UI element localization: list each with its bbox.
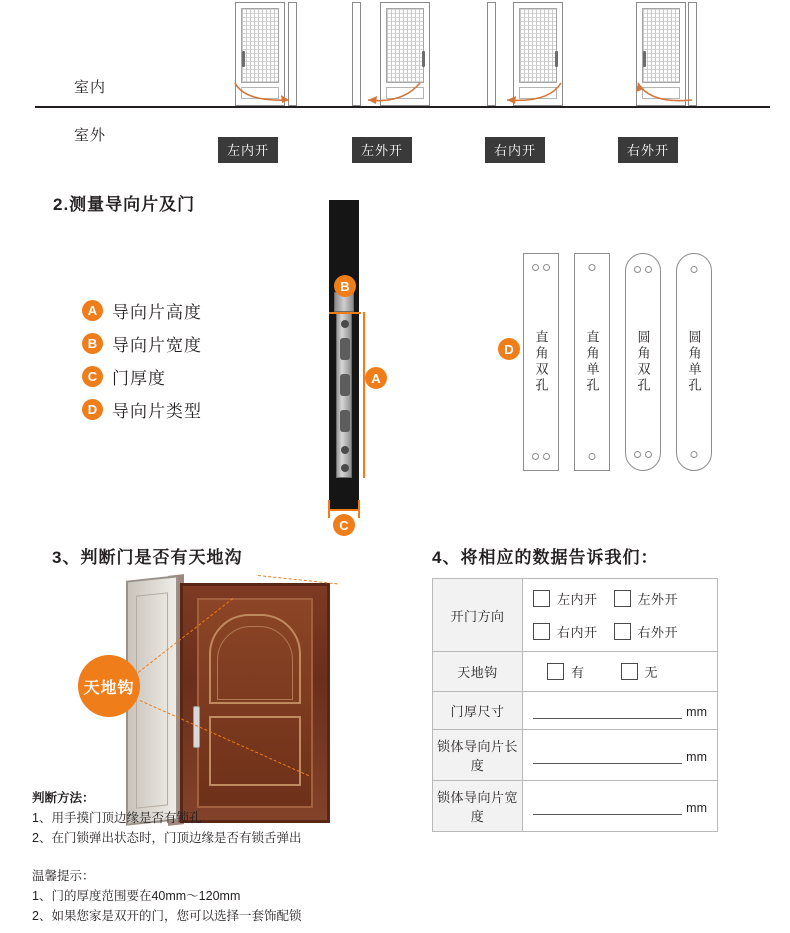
- tip-note-line-2: 2、如果您家是双开的门，您可以选择一套饰配锁: [32, 909, 302, 923]
- row-label-tiandigou: 天地钩: [433, 652, 523, 692]
- section2-title: 2.测量导向片及门: [53, 195, 196, 214]
- row-value-guide-plate-width: [523, 781, 718, 832]
- unit-mm: mm: [686, 705, 707, 719]
- door-badge-4: 右外开: [618, 137, 678, 163]
- tiandigou-bubble: 天地钩: [78, 655, 140, 717]
- plate-hole: [691, 266, 698, 273]
- plate-hole: [532, 264, 539, 271]
- indoor-label: 室内: [74, 79, 107, 96]
- door-handle: [242, 51, 245, 67]
- input-row-guide-plate-width: [533, 798, 707, 815]
- legend-marker-b: B: [82, 333, 103, 354]
- tip-note-title: 温馨提示：: [32, 869, 95, 883]
- legend-label-a: 导向片高度: [112, 303, 202, 322]
- table-row: [433, 692, 718, 730]
- dim-line-b: [329, 312, 361, 314]
- door-handle: [643, 51, 646, 67]
- plate-hole: [645, 451, 652, 458]
- checkbox-left-inward[interactable]: [533, 590, 550, 607]
- door-photo: [180, 583, 330, 823]
- checkbox-group-row-1: [533, 589, 707, 608]
- checkbox-label-has: 有: [571, 665, 585, 680]
- unit-mm: mm: [686, 800, 707, 815]
- door-swing-diagram-section: [0, 0, 790, 168]
- input-row-door-thickness: [533, 702, 707, 719]
- guide-plate-1: [523, 253, 559, 471]
- section3-title: 3、判断门是否有天地沟: [52, 548, 243, 567]
- marker-d: D: [498, 338, 520, 360]
- checkbox-left-outward[interactable]: [614, 590, 631, 607]
- guide-plate-2: [574, 253, 610, 471]
- door-diagram-4: [620, 0, 715, 106]
- row-value-tiandigou: [523, 652, 718, 692]
- table-row: [433, 781, 718, 832]
- unit-mm: mm: [686, 749, 707, 764]
- door-glass: [519, 8, 557, 83]
- lock-faceplate: [336, 313, 352, 478]
- plate-hole: [645, 266, 652, 273]
- legend-item-c: [82, 364, 202, 389]
- door-thickness-input[interactable]: [533, 702, 682, 719]
- table-row: [433, 652, 718, 692]
- row-value-door-direction: [523, 579, 718, 652]
- plate-hole: [543, 453, 550, 460]
- door-glass: [642, 8, 680, 83]
- door-frame-post: [352, 2, 361, 106]
- checkbox-right-inward[interactable]: [533, 623, 550, 640]
- door-badge-2: 左外开: [352, 137, 412, 163]
- guide-plate-length-input[interactable]: [533, 747, 682, 764]
- swing-arrow: [630, 78, 700, 106]
- guide-plate-label: 圆角双孔: [635, 330, 651, 394]
- door-badge-1: 左内开: [218, 137, 278, 163]
- checkbox-label-right-inward: 右内开: [557, 625, 598, 640]
- plate-hole: [634, 451, 641, 458]
- tip-note: [32, 866, 412, 926]
- checkbox-group-tiandigou: [533, 662, 707, 681]
- plate-hole: [341, 320, 349, 328]
- legend-label-b: 导向片宽度: [112, 336, 202, 355]
- method-note-line-2: 2、在门锁弹出状态时，门顶边缘是否有锁舌弹出: [32, 831, 302, 845]
- marker-b: B: [334, 275, 356, 297]
- guide-plate-types: [523, 253, 713, 471]
- dim-line-c3: [328, 509, 360, 511]
- outdoor-label: 室外: [74, 127, 107, 144]
- legend-label-c: 门厚度: [112, 369, 166, 388]
- table-row: [433, 579, 718, 652]
- legend-marker-c: C: [82, 366, 103, 387]
- guide-plate-label: 直角单孔: [584, 330, 600, 394]
- plate-hole: [543, 264, 550, 271]
- tip-note-line-1: 1、门的厚度范围要在40mm～120mm: [32, 889, 241, 903]
- legend-marker-d: D: [82, 399, 103, 420]
- door-frame-post: [487, 2, 496, 106]
- checkbox-label-none: 无: [644, 665, 659, 680]
- door-photo-arch-inner: [217, 626, 293, 700]
- plate-hole: [691, 451, 698, 458]
- plate-slot: [340, 374, 350, 396]
- guide-plate-label: 圆角单孔: [686, 330, 702, 394]
- door-diagram-1: [213, 0, 303, 106]
- order-form-table: [432, 578, 718, 832]
- input-row-guide-plate-length: [533, 747, 707, 764]
- plate-slot: [340, 338, 350, 360]
- method-note-line-1: 1、用手摸门顶边缘是否有锁孔: [32, 811, 202, 825]
- marker-a: A: [365, 367, 387, 389]
- method-note: [32, 788, 392, 848]
- checkbox-label-left-inward: 左内开: [557, 592, 598, 607]
- plate-hole: [341, 464, 349, 472]
- legend-item-d: [82, 397, 202, 422]
- checkbox-right-outward[interactable]: [614, 623, 631, 640]
- door-diagram-3: [487, 0, 582, 106]
- table-row: [433, 730, 718, 781]
- door-glass: [241, 8, 279, 83]
- checkbox-has-tiandigou[interactable]: [547, 663, 564, 680]
- checkbox-label-right-outward: 右外开: [637, 625, 679, 640]
- plate-hole: [634, 266, 641, 273]
- row-value-door-thickness: [523, 692, 718, 730]
- plate-hole: [532, 453, 539, 460]
- section4-title: 4、将相应的数据告诉我们：: [432, 548, 659, 567]
- measure-legend: [82, 298, 202, 430]
- checkbox-group-row-2: [533, 622, 707, 641]
- plate-hole: [589, 264, 596, 271]
- swing-arrow: [231, 78, 297, 106]
- plate-slot: [340, 410, 350, 432]
- row-label-door-thickness: 门厚尺寸: [433, 692, 523, 730]
- row-value-guide-plate-length: [523, 730, 718, 781]
- guide-plate-3: [625, 253, 661, 471]
- checkbox-label-left-outward: 左外开: [637, 592, 679, 607]
- legend-item-b: [82, 331, 202, 356]
- marker-c: C: [333, 514, 355, 536]
- swing-arrow: [499, 78, 569, 106]
- dim-line-a: [363, 312, 365, 478]
- guide-plate-4: [676, 253, 712, 471]
- door-diagram-2: [352, 0, 447, 106]
- checkbox-no-tiandigou[interactable]: [621, 663, 638, 680]
- door-badge-3: 右内开: [485, 137, 545, 163]
- guide-plate-label: 直角双孔: [533, 330, 549, 394]
- row-label-door-direction: 开门方向: [433, 579, 523, 652]
- row-label-guide-plate-length: 锁体导向片长度: [433, 730, 523, 781]
- door-handle: [422, 51, 425, 67]
- plate-hole: [341, 446, 349, 454]
- ground-line: [35, 106, 770, 108]
- row-label-guide-plate-width: 锁体导向片宽度: [433, 781, 523, 832]
- door-glass: [386, 8, 424, 83]
- legend-label-d: 导向片类型: [112, 402, 202, 421]
- method-note-title: 判断方法：: [32, 791, 95, 805]
- legend-marker-a: A: [82, 300, 103, 321]
- guide-plate-width-input[interactable]: [533, 798, 682, 815]
- door-handle: [555, 51, 558, 67]
- plate-hole: [589, 453, 596, 460]
- swing-arrow: [362, 78, 432, 106]
- legend-item-a: [82, 298, 202, 323]
